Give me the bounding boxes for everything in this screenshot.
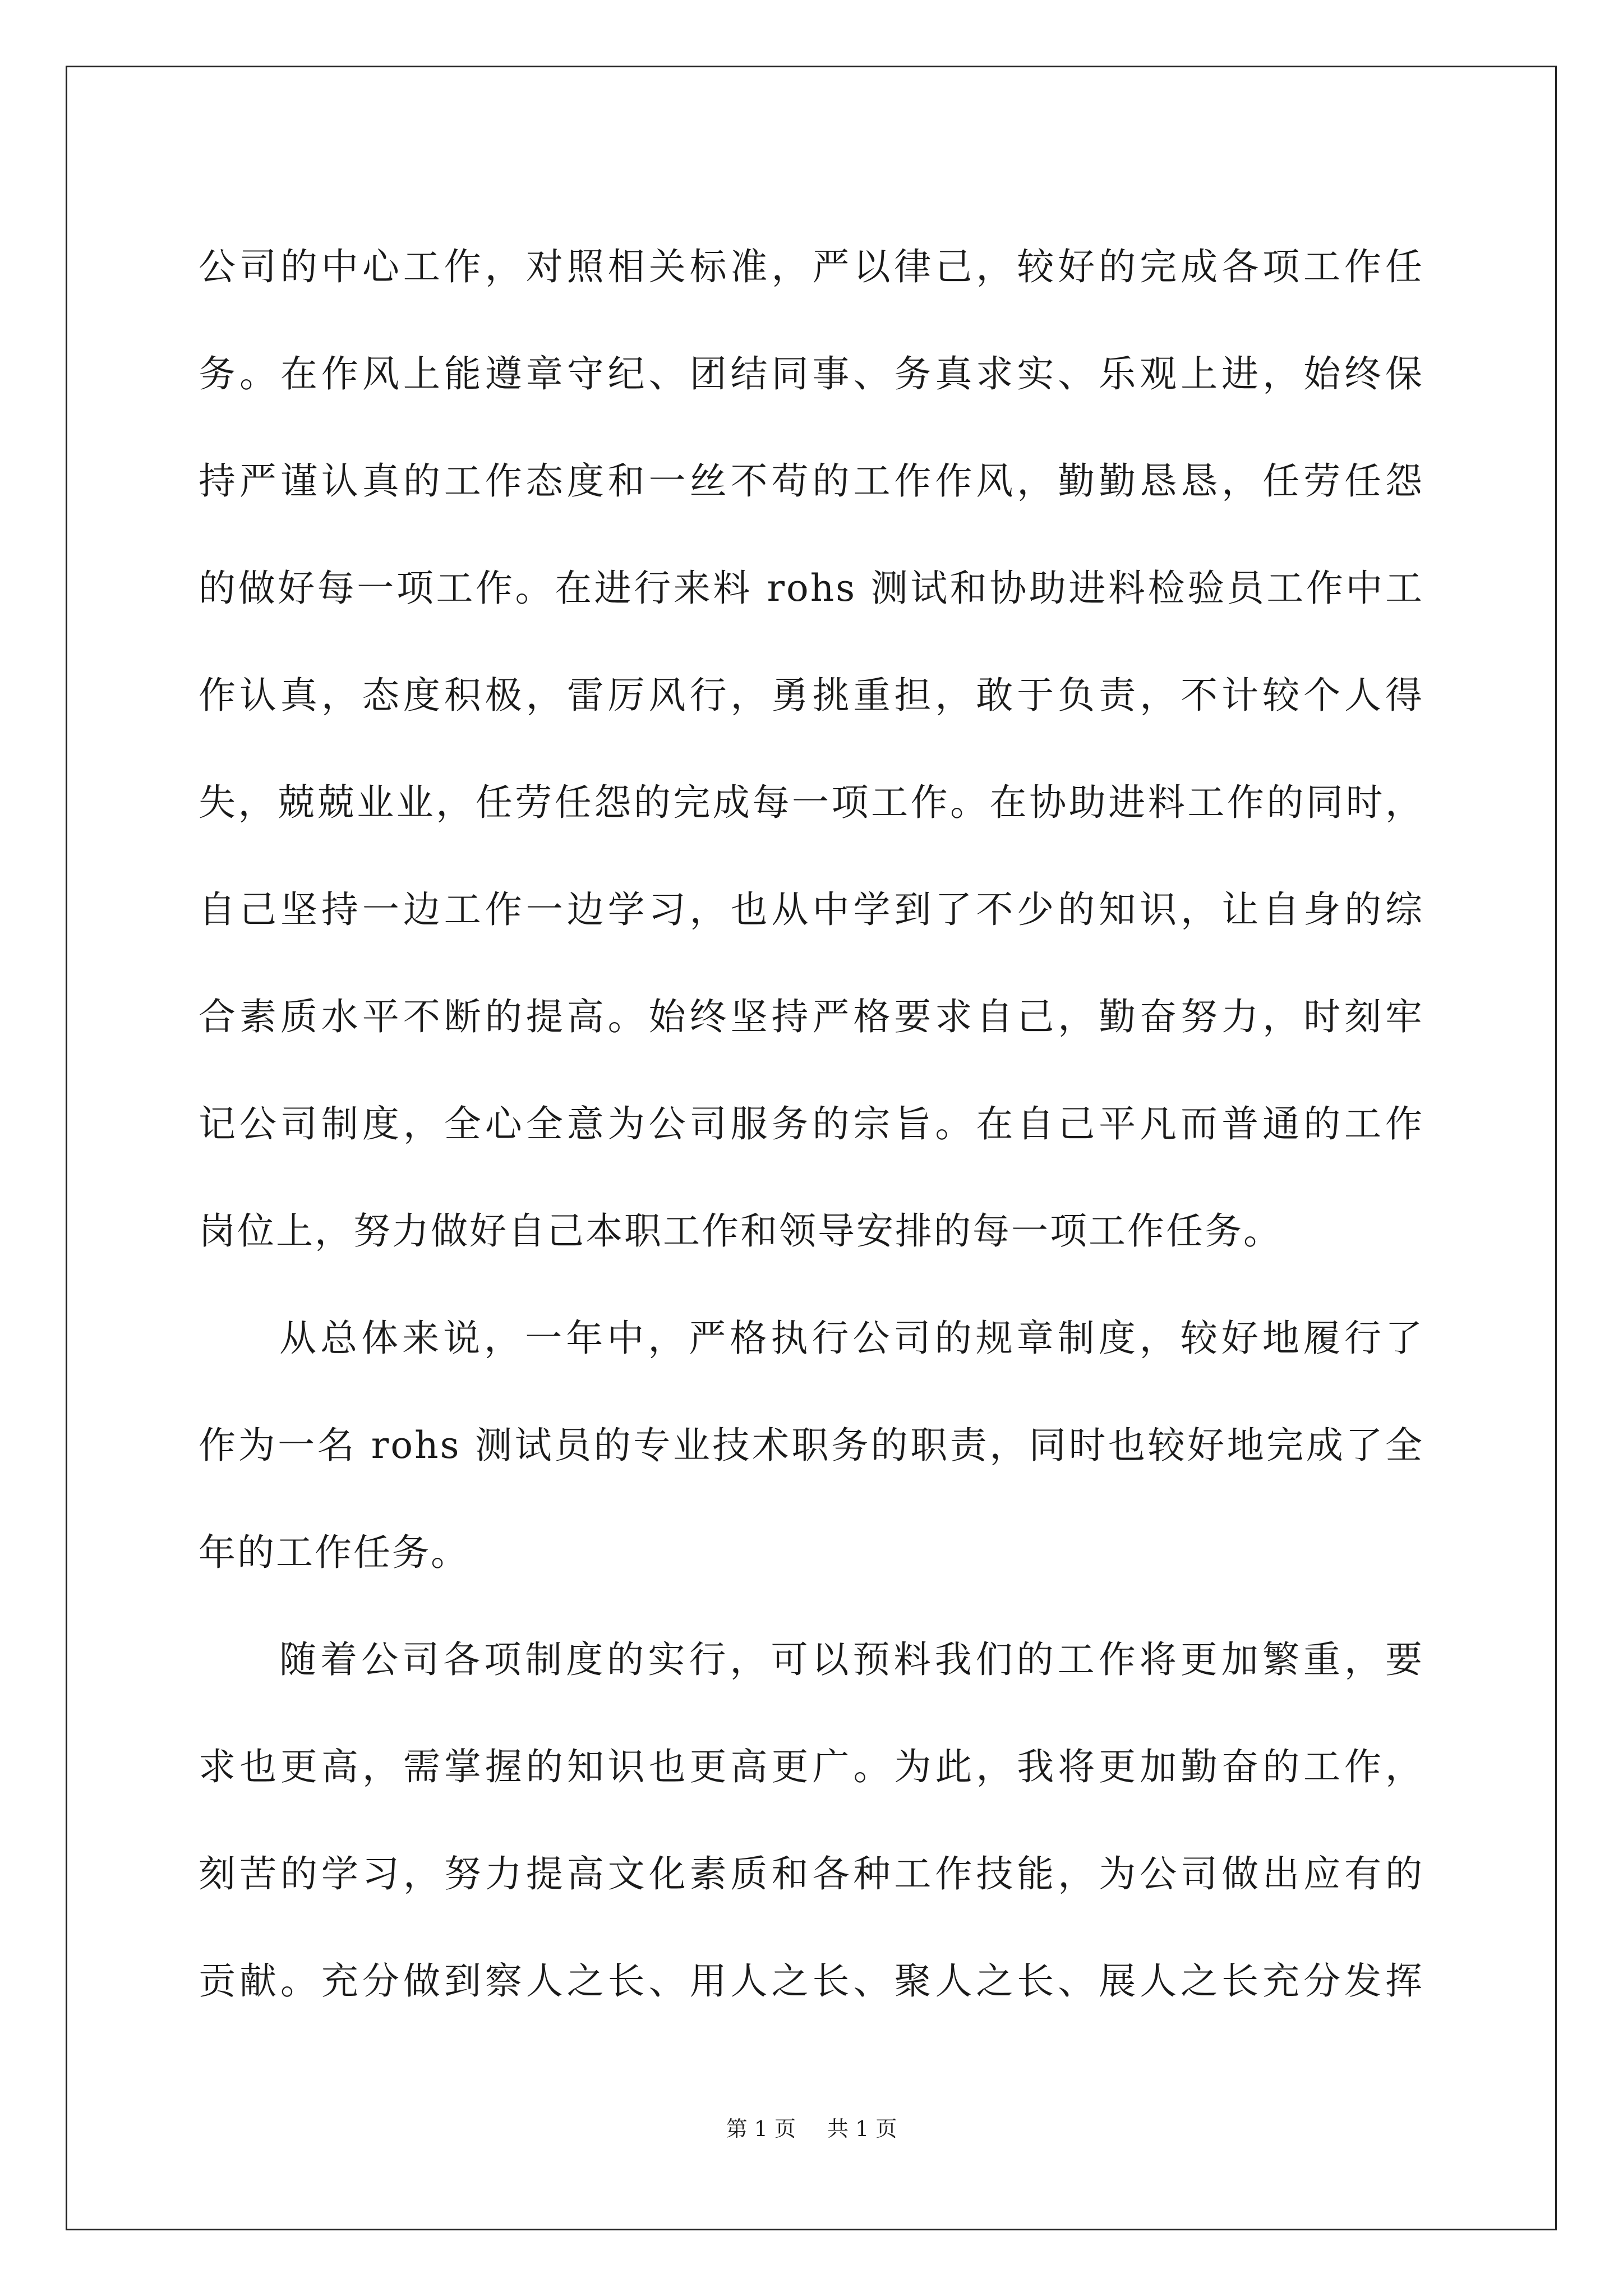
text-line: 作认真，态度积极，雷厉风行，勇挑重担，敢于负责，不计较个人得 — [199, 674, 1424, 717]
text-line: 自己坚持一边工作一边学习，也从中学到了不少的知识，让自身的综 — [199, 888, 1424, 931]
document-body — [199, 213, 1424, 2035]
page-number-current: 第 1 页 — [726, 2116, 796, 2141]
text-line: 贡献。充分做到察人之长、用人之长、聚人之长、展人之长充分发挥 — [199, 1959, 1424, 2003]
text-line: 岗位上，努力做好自己本职工作和领导安排的每一项工作任务。 — [199, 1209, 1282, 1253]
text-line: 年的工作任务。 — [199, 1531, 469, 1574]
text-line: 求也更高，需掌握的知识也更高更广。为此，我将更加勤奋的工作， — [199, 1745, 1424, 1788]
paragraph-first-line: 从总体来说，一年中，严格执行公司的规章制度，较好地履行了 — [279, 1317, 1424, 1360]
page-number-total: 共 1 页 — [827, 2116, 897, 2141]
text-line: 的做好每一项工作。在进行来料 rohs 测试和协助进料检验员工作中工 — [199, 567, 1424, 610]
page-footer — [0, 2115, 1623, 2143]
text-line: 作为一名 rohs 测试员的专业技术职务的职责，同时也较好地完成了全 — [199, 1424, 1424, 1467]
text-line: 记公司制度，全心全意为公司服务的宗旨。在自己平凡而普通的工作 — [199, 1102, 1424, 1145]
text-line: 务。在作风上能遵章守纪、团结同事、务真求实、乐观上进，始终保 — [199, 352, 1424, 395]
text-line: 合素质水平不断的提高。始终坚持严格要求自己，勤奋努力，时刻牢 — [199, 995, 1424, 1038]
text-line: 失，兢兢业业，任劳任怨的完成每一项工作。在协助进料工作的同时， — [199, 781, 1424, 824]
text-line: 公司的中心工作，对照相关标准，严以律己，较好的完成各项工作任 — [199, 245, 1424, 288]
text-line: 持严谨认真的工作态度和一丝不苟的工作作风，勤勤恳恳，任劳任怨 — [199, 459, 1424, 503]
paragraph-first-line: 随着公司各项制度的实行，可以预料我们的工作将更加繁重，要 — [279, 1638, 1424, 1681]
text-line: 刻苦的学习，努力提高文化素质和各种工作技能，为公司做出应有的 — [199, 1852, 1424, 1895]
